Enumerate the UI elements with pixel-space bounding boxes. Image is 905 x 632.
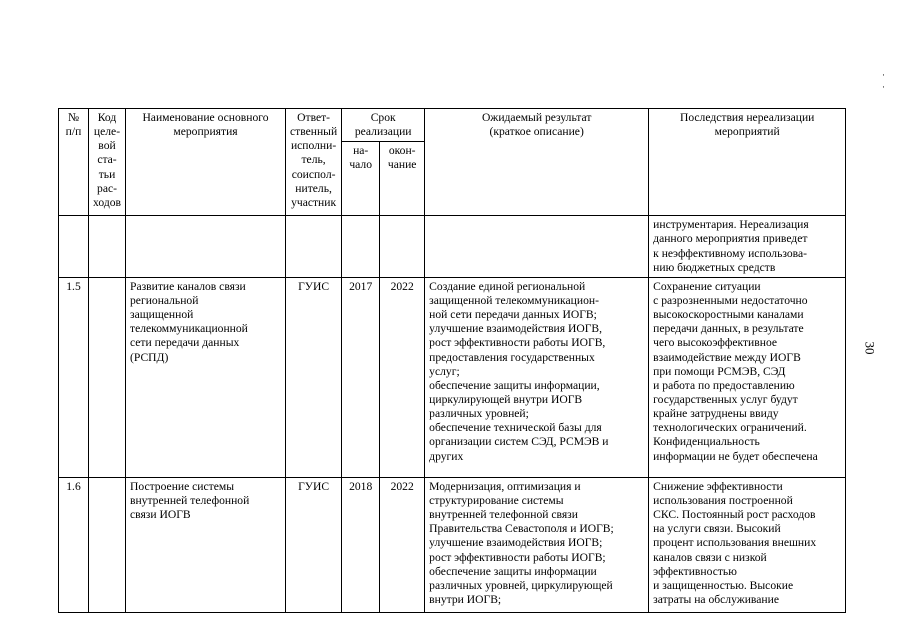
table-row: [59, 216, 846, 278]
activities-table: [58, 108, 846, 613]
cell-name: Построение системы внутренней телефонной связи ИОГВ: [126, 477, 286, 612]
cell-code: [89, 277, 126, 477]
header-code: Код целе- вой ста- тьи рас- ходов: [89, 109, 126, 216]
margin-mark: ·: [882, 70, 885, 80]
cell-responsible: ГУИС: [286, 277, 342, 477]
header-consequences: Последствия нереализации мероприятий: [649, 109, 846, 216]
cell-consequences: Снижение эффективности использования построенной СКС. Постоянный рост расходов на услуги связи. Высокий процент использования внешних каналов связи с низкой эффективностью и защищенностью. Высокие затраты на обслуживание: [649, 477, 846, 612]
header-responsible: Ответ- ственный исполни- тель, соиспол- нитель, участник: [286, 109, 342, 216]
header-start: на- чало: [342, 142, 380, 216]
header-end: окон- чание: [380, 142, 425, 216]
cell-end: 2022: [380, 477, 425, 612]
cell-num: 1.5: [59, 277, 89, 477]
header-name: Наименование основного мероприятия: [126, 109, 286, 216]
cell-responsible: ГУИС: [286, 477, 342, 612]
cell-name: [126, 216, 286, 278]
header-num: № п/п: [59, 109, 89, 216]
cell-num: 1.6: [59, 477, 89, 612]
cell-num: [59, 216, 89, 278]
cell-end: 2022: [380, 277, 425, 477]
margin-mark: ·: [882, 82, 885, 92]
cell-start: 2018: [342, 477, 380, 612]
header-term: Срок реализации: [342, 109, 425, 142]
cell-result: Модернизация, оптимизация и структурирование системы внутренней телефонной связи Правительства Севастополя и ИОГВ; улучшение взаимодействия ИОГВ; рост эффективности работы ИОГВ; обеспечение защиты информации различных уровней, циркулирующей внутри ИОГВ;: [425, 477, 649, 612]
cell-code: [89, 477, 126, 612]
page-number: 30: [862, 341, 878, 355]
cell-end: [380, 216, 425, 278]
cell-code: [89, 216, 126, 278]
header-result: Ожидаемый результат (краткое описание): [425, 109, 649, 216]
cell-consequences: Сохранение ситуации с разрозненными недостаточно высокоскоростными каналами передачи данных, в результате чего высокоэффективное взаимодействие между ИОГВ при помощи РСМЭВ, СЭД и работа по предоставлению государственных услуг будут крайне затруднены ввиду технологических ограничений. Конфиденциальность информации не будет обеспечена: [649, 277, 846, 477]
table-row: [59, 477, 846, 612]
table-row: [59, 277, 846, 477]
cell-start: 2017: [342, 277, 380, 477]
cell-result: [425, 216, 649, 278]
cell-responsible: [286, 216, 342, 278]
cell-start: [342, 216, 380, 278]
cell-result: Создание единой региональной защищенной телекоммуникацион- ной сети передачи данных ИОГВ; улучшение взаимодействия ИОГВ, рост эффективности работы ИОГВ, предоставления государственных услуг; обеспечение защиты информации, циркулирующей внутри ИОГВ различных уровней; обеспечение технической базы для организации систем СЭД, РСМЭВ и других: [425, 277, 649, 477]
cell-name: Развитие каналов связи региональной защищенной телекоммуникационной сети передачи данных (РСПД): [126, 277, 286, 477]
cell-consequences: инструментария. Нереализация данного мероприятия приведет к неэффективному использова- нию бюджетных средств: [649, 216, 846, 278]
